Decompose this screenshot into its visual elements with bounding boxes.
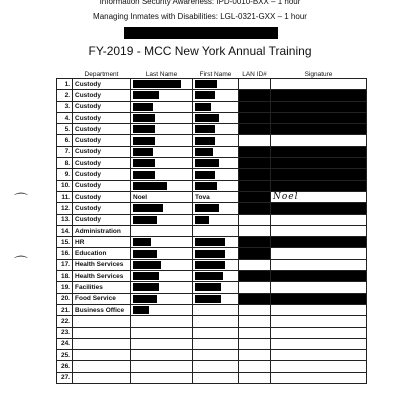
first-name-cell xyxy=(193,282,239,293)
redaction-block xyxy=(133,272,159,280)
row-number: 1. xyxy=(57,79,73,90)
last-name-cell xyxy=(131,101,193,112)
redaction-block xyxy=(239,124,270,134)
department-cell: Business Office xyxy=(73,304,131,315)
lan-id-cell xyxy=(239,101,271,112)
redaction-block xyxy=(271,158,366,168)
department-cell: Custody xyxy=(73,203,131,214)
row-number: 21. xyxy=(57,304,73,315)
first-name-cell xyxy=(193,146,239,157)
table-row xyxy=(57,214,367,225)
table-row xyxy=(57,304,367,315)
first-name-cell xyxy=(193,237,239,248)
department-cell: Custody xyxy=(73,112,131,123)
redaction-block xyxy=(195,114,219,122)
training-course-1: Information Security Awareness: IPD-0010-BXX – 1 hour xyxy=(99,0,301,6)
row-number: 26. xyxy=(57,361,73,372)
department-cell: Custody xyxy=(73,101,131,112)
last-name-cell xyxy=(131,135,193,146)
table-row xyxy=(57,169,367,180)
col-department-header: Department xyxy=(84,71,119,78)
department-cell xyxy=(73,338,131,349)
first-name-cell xyxy=(193,293,239,304)
row-number: 4. xyxy=(57,112,73,123)
table-row xyxy=(57,237,367,248)
redaction-block xyxy=(133,295,157,303)
last-name-cell xyxy=(131,124,193,135)
redaction-block xyxy=(133,91,159,99)
table-row xyxy=(57,79,367,90)
redaction-block xyxy=(239,113,270,123)
department-cell: Custody xyxy=(73,146,131,157)
redaction-block xyxy=(133,283,159,291)
lan-id-cell xyxy=(239,350,271,361)
department-cell: Custody xyxy=(73,180,131,191)
first-name-cell xyxy=(193,79,239,90)
first-name-cell xyxy=(193,135,239,146)
lan-id-cell xyxy=(239,338,271,349)
redaction-block xyxy=(195,272,223,280)
redaction-block xyxy=(133,261,161,269)
row-number: 13. xyxy=(57,214,73,225)
last-name-cell xyxy=(131,271,193,282)
lan-id-cell xyxy=(239,248,271,259)
redaction-block xyxy=(271,124,366,134)
signature-cell xyxy=(271,338,367,349)
lan-id-cell xyxy=(239,361,271,372)
redaction-block xyxy=(195,295,221,303)
lan-id-cell xyxy=(239,112,271,123)
redaction-block xyxy=(239,248,270,258)
row-number: 7. xyxy=(57,146,73,157)
first-name-cell xyxy=(193,225,239,236)
redaction-block xyxy=(195,171,215,179)
lan-id-cell xyxy=(239,203,271,214)
row-number: 5. xyxy=(57,124,73,135)
first-name-cell xyxy=(193,180,239,191)
last-name-cell xyxy=(131,293,193,304)
table-row xyxy=(57,124,367,135)
redaction-block xyxy=(133,80,181,88)
handwritten-signature: Noel xyxy=(273,192,299,203)
last-name-cell xyxy=(131,169,193,180)
table-row xyxy=(57,338,367,349)
department-cell: Custody xyxy=(73,169,131,180)
first-name-cell xyxy=(193,169,239,180)
redaction-block xyxy=(195,125,215,133)
signature-cell xyxy=(271,158,367,169)
department-cell xyxy=(73,316,131,327)
redaction-block xyxy=(271,169,366,179)
first-name-cell xyxy=(193,203,239,214)
first-name-cell xyxy=(193,361,239,372)
redaction-block xyxy=(195,238,225,246)
row-number: 8. xyxy=(57,158,73,169)
lan-id-cell xyxy=(239,372,271,383)
signature-cell xyxy=(271,90,367,101)
table-row xyxy=(57,372,367,383)
redaction-block xyxy=(239,147,270,157)
row-number: 11. xyxy=(57,191,73,202)
redaction-block xyxy=(133,238,151,246)
redaction-block xyxy=(239,102,270,112)
row-number: 24. xyxy=(57,338,73,349)
department-cell: Custody xyxy=(73,79,131,90)
redaction-block xyxy=(239,294,270,304)
table-row xyxy=(57,293,367,304)
row-number: 18. xyxy=(57,271,73,282)
signature-cell xyxy=(271,180,367,191)
last-name-cell xyxy=(131,79,193,90)
signature-cell xyxy=(271,271,367,282)
redaction-block xyxy=(239,192,270,202)
signature-cell xyxy=(271,361,367,372)
redaction-block xyxy=(195,261,225,269)
last-name-cell xyxy=(131,203,193,214)
redaction-block xyxy=(195,91,215,99)
signature-cell xyxy=(271,225,367,236)
signature-cell xyxy=(271,146,367,157)
lan-id-cell xyxy=(239,79,271,90)
row-number: 27. xyxy=(57,372,73,383)
department-cell xyxy=(73,361,131,372)
page-title: FY-2019 - MCC New York Annual Training xyxy=(88,44,312,58)
redaction-block xyxy=(133,250,157,258)
last-name-cell xyxy=(131,146,193,157)
table-row xyxy=(57,203,367,214)
col-number-header xyxy=(57,68,73,79)
redaction-block xyxy=(271,113,366,123)
redaction-block xyxy=(133,103,153,111)
department-cell: Education xyxy=(73,248,131,259)
table-row xyxy=(57,327,367,338)
table-row xyxy=(57,361,367,372)
lan-id-cell xyxy=(239,237,271,248)
redaction-block xyxy=(133,114,155,122)
redaction-block xyxy=(133,148,153,156)
row-number: 10. xyxy=(57,180,73,191)
department-cell: Custody xyxy=(73,191,131,202)
table-row xyxy=(57,135,367,146)
redaction-block xyxy=(195,148,213,156)
last-name-cell xyxy=(131,225,193,236)
department-cell: Health Services xyxy=(73,259,131,270)
table-row xyxy=(57,158,367,169)
first-name-cell xyxy=(193,259,239,270)
redaction-block xyxy=(239,158,270,168)
row-number: 20. xyxy=(57,293,73,304)
redaction-block xyxy=(195,103,211,111)
signature-cell xyxy=(271,191,367,202)
table-row xyxy=(57,225,367,236)
lan-id-cell xyxy=(239,124,271,135)
redaction-block xyxy=(271,181,366,191)
table-row xyxy=(57,90,367,101)
department-cell: Facilities xyxy=(73,282,131,293)
redaction-block xyxy=(133,216,157,224)
signature-cell xyxy=(271,293,367,304)
lan-id-cell xyxy=(239,259,271,270)
redaction-block xyxy=(271,102,366,112)
last-name-cell xyxy=(131,327,193,338)
lan-id-cell xyxy=(239,214,271,225)
signature-cell xyxy=(271,304,367,315)
signature-cell xyxy=(271,248,367,259)
redaction-block xyxy=(133,306,149,314)
row-number: 9. xyxy=(57,169,73,180)
last-name-cell xyxy=(131,361,193,372)
last-name-cell xyxy=(131,304,193,315)
signature-cell xyxy=(271,372,367,383)
signature-cell xyxy=(271,124,367,135)
lan-id-cell xyxy=(239,169,271,180)
first-name-cell xyxy=(193,372,239,383)
last-name-cell xyxy=(131,180,193,191)
last-name-cell xyxy=(131,259,193,270)
first-name-cell xyxy=(193,327,239,338)
first-name-cell xyxy=(193,316,239,327)
signature-cell xyxy=(271,169,367,180)
signature-cell xyxy=(271,259,367,270)
last-name-cell xyxy=(131,112,193,123)
redaction-block xyxy=(133,125,155,133)
col-lan-id-header: LAN ID# xyxy=(242,71,267,78)
table-row xyxy=(57,112,367,123)
table-row xyxy=(57,316,367,327)
redaction-block xyxy=(195,204,219,212)
redaction-block xyxy=(195,182,217,190)
redaction-bar xyxy=(124,27,278,39)
redaction-block xyxy=(133,171,155,179)
first-name-cell xyxy=(193,112,239,123)
lan-id-cell xyxy=(239,316,271,327)
first-name-cell xyxy=(193,350,239,361)
lan-id-cell xyxy=(239,293,271,304)
signature-cell xyxy=(271,135,367,146)
department-cell: Custody xyxy=(73,158,131,169)
lan-id-cell xyxy=(239,225,271,236)
lan-id-cell xyxy=(239,271,271,282)
last-name-cell xyxy=(131,237,193,248)
signature-cell xyxy=(271,327,367,338)
department-cell: HR xyxy=(73,237,131,248)
row-number: 14. xyxy=(57,225,73,236)
department-cell xyxy=(73,372,131,383)
row-number: 17. xyxy=(57,259,73,270)
lan-id-cell xyxy=(239,90,271,101)
redaction-block xyxy=(239,271,270,281)
redaction-block xyxy=(271,147,366,157)
table-row xyxy=(57,101,367,112)
redaction-block xyxy=(195,159,219,167)
redaction-block xyxy=(239,169,270,179)
redaction-block xyxy=(133,182,167,190)
row-number: 6. xyxy=(57,135,73,146)
redaction-block xyxy=(195,80,217,88)
signature-cell xyxy=(271,214,367,225)
first-name-cell xyxy=(193,158,239,169)
signature-cell xyxy=(271,203,367,214)
last-name-cell xyxy=(131,158,193,169)
row-number: 22. xyxy=(57,316,73,327)
table-row xyxy=(57,259,367,270)
row-number: 16. xyxy=(57,248,73,259)
redaction-block xyxy=(195,250,225,258)
signature-cell xyxy=(271,79,367,90)
table-row xyxy=(57,180,367,191)
lan-id-cell xyxy=(239,135,271,146)
last-name-cell xyxy=(131,282,193,293)
row-number: 23. xyxy=(57,327,73,338)
redaction-block xyxy=(133,159,155,167)
department-cell: Administration xyxy=(73,225,131,236)
row-number: 12. xyxy=(57,203,73,214)
signature-cell xyxy=(271,237,367,248)
first-name-cell xyxy=(193,90,239,101)
signature-cell xyxy=(271,282,367,293)
lan-id-cell xyxy=(239,158,271,169)
redaction-block xyxy=(271,90,366,100)
redaction-block xyxy=(195,137,215,145)
redaction-block xyxy=(133,204,163,212)
table-row xyxy=(57,248,367,259)
table-row xyxy=(57,191,367,202)
redaction-block xyxy=(195,216,209,224)
redaction-block xyxy=(271,237,366,247)
department-cell: Custody xyxy=(73,90,131,101)
redaction-block xyxy=(133,137,155,145)
redaction-block xyxy=(239,181,270,191)
table-row xyxy=(57,271,367,282)
margin-mark: ⌒ xyxy=(14,192,28,208)
table-row xyxy=(57,282,367,293)
last-name-cell xyxy=(131,248,193,259)
department-cell: Health Services xyxy=(73,271,131,282)
last-name-cell xyxy=(131,338,193,349)
row-number: 25. xyxy=(57,350,73,361)
first-name-cell: Tova xyxy=(193,191,239,202)
redaction-block xyxy=(239,90,270,100)
first-name-cell xyxy=(193,101,239,112)
lan-id-cell xyxy=(239,180,271,191)
margin-mark: ⌒ xyxy=(14,255,28,271)
first-name-cell xyxy=(193,304,239,315)
redaction-block xyxy=(271,271,366,281)
first-name-cell xyxy=(193,214,239,225)
table-row xyxy=(57,146,367,157)
roster-body xyxy=(57,79,367,384)
department-cell: Custody xyxy=(73,135,131,146)
signature-cell xyxy=(271,101,367,112)
lan-id-cell xyxy=(239,146,271,157)
row-number: 3. xyxy=(57,101,73,112)
department-cell xyxy=(73,327,131,338)
last-name-cell xyxy=(131,90,193,101)
col-last-name-header: Last Name xyxy=(145,71,178,78)
lan-id-cell xyxy=(239,282,271,293)
first-name-cell xyxy=(193,248,239,259)
first-name-cell xyxy=(193,124,239,135)
redaction-block xyxy=(271,203,366,213)
lan-id-cell xyxy=(239,191,271,202)
last-name-cell xyxy=(131,316,193,327)
department-cell: Custody xyxy=(73,124,131,135)
signature-cell xyxy=(271,316,367,327)
last-name-cell xyxy=(131,214,193,225)
department-cell: Food Service xyxy=(73,293,131,304)
table-row xyxy=(57,350,367,361)
signature-cell xyxy=(271,350,367,361)
first-name-cell xyxy=(193,338,239,349)
lan-id-cell xyxy=(239,304,271,315)
roster-table xyxy=(56,68,367,384)
redaction-block xyxy=(239,203,270,213)
col-first-name-header: First Name xyxy=(199,71,232,78)
row-number: 15. xyxy=(57,237,73,248)
lan-id-cell xyxy=(239,327,271,338)
last-name-cell: Noel xyxy=(131,191,193,202)
training-course-2: Managing Inmates with Disabilities: LGL-0321-GXX – 1 hour xyxy=(93,12,307,21)
department-cell: Custody xyxy=(73,214,131,225)
redaction-block xyxy=(195,283,221,291)
last-name-cell xyxy=(131,372,193,383)
table-header-row xyxy=(57,68,367,79)
col-signature-header: Signature xyxy=(304,71,333,78)
row-number: 19. xyxy=(57,282,73,293)
row-number: 2. xyxy=(57,90,73,101)
department-cell xyxy=(73,350,131,361)
first-name-cell xyxy=(193,271,239,282)
last-name-cell xyxy=(131,350,193,361)
redaction-block xyxy=(239,237,270,247)
signature-cell xyxy=(271,112,367,123)
redaction-block xyxy=(271,294,366,304)
